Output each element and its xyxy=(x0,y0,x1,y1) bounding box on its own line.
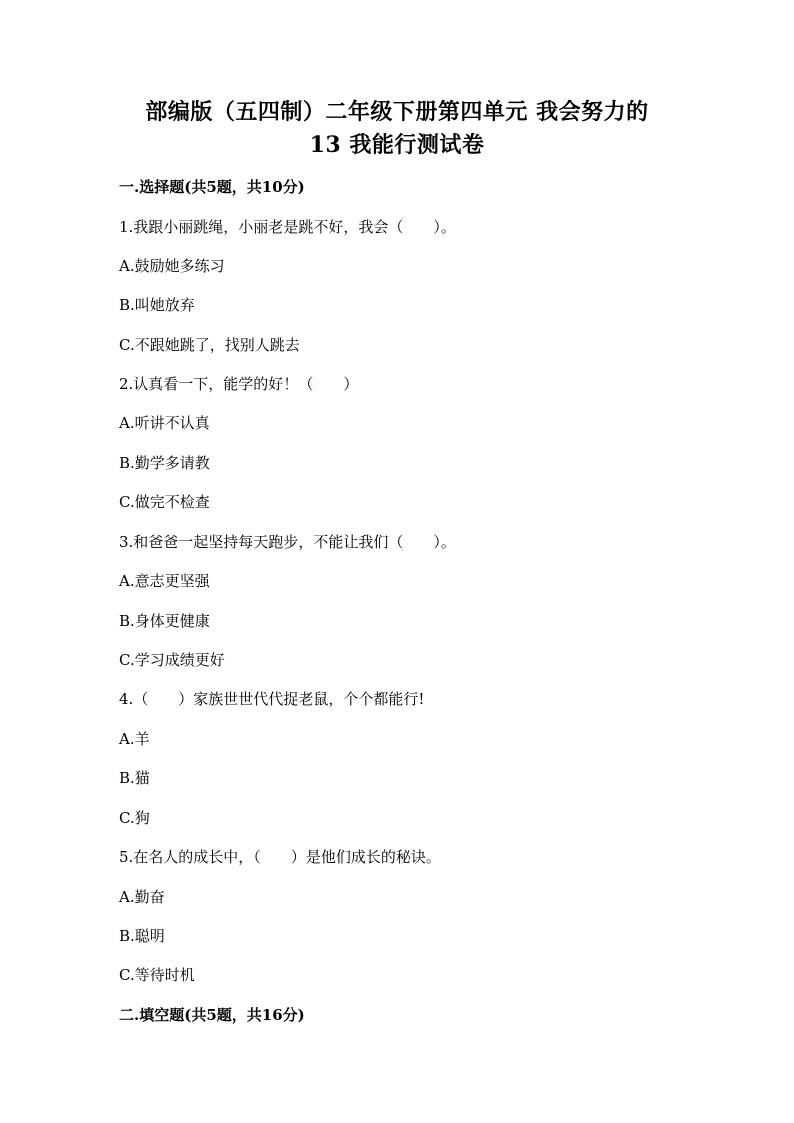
question-3-stem: 3.和爸爸一起坚持每天跑步，不能让我们（ ）。 xyxy=(119,533,456,551)
question-2-stem: 2.认真看一下，能学的好！（ ） xyxy=(119,375,359,393)
question-4-stem: 4.（ ）家族世世代代捉老鼠，个个都能行! xyxy=(119,690,425,708)
question-1-stem: 1.我跟小丽跳绳，小丽老是跳不好，我会（ ）。 xyxy=(119,218,456,236)
question-2-option-c: C.做完不检查 xyxy=(119,493,210,511)
question-4-option-c: C.狗 xyxy=(119,809,150,827)
question-5-option-b: B.聪明 xyxy=(119,927,165,945)
question-1-option-b: B.叫她放弃 xyxy=(119,296,195,314)
question-3-option-b: B.身体更健康 xyxy=(119,612,210,630)
exam-title-line-1: 部编版（五四制）二年级下册第四单元 我会努力的 xyxy=(145,99,649,125)
question-5-option-c: C.等待时机 xyxy=(119,966,195,984)
question-5-option-a: A.勤奋 xyxy=(119,888,165,906)
question-1-option-a: A.鼓励她多练习 xyxy=(119,257,225,275)
section-heading-choice: 一.选择题(共5题，共10分) xyxy=(119,178,305,196)
question-2-option-b: B.勤学多请教 xyxy=(119,454,210,472)
question-1-option-c: C.不跟她跳了，找别人跳去 xyxy=(119,336,300,354)
question-3-option-a: A.意志更坚强 xyxy=(119,572,210,590)
question-3-option-c: C.学习成绩更好 xyxy=(119,651,225,669)
exam-title-line-2: 13 我能行测试卷 xyxy=(309,132,485,158)
question-5-stem: 5.在名人的成长中，（ ）是他们成长的秘诀。 xyxy=(119,848,441,866)
section-heading-fill-in: 二.填空题(共5题，共16分) xyxy=(119,1006,305,1024)
question-4-option-a: A.羊 xyxy=(119,730,150,748)
question-2-option-a: A.听讲不认真 xyxy=(119,414,210,432)
question-4-option-b: B.猫 xyxy=(119,769,150,787)
